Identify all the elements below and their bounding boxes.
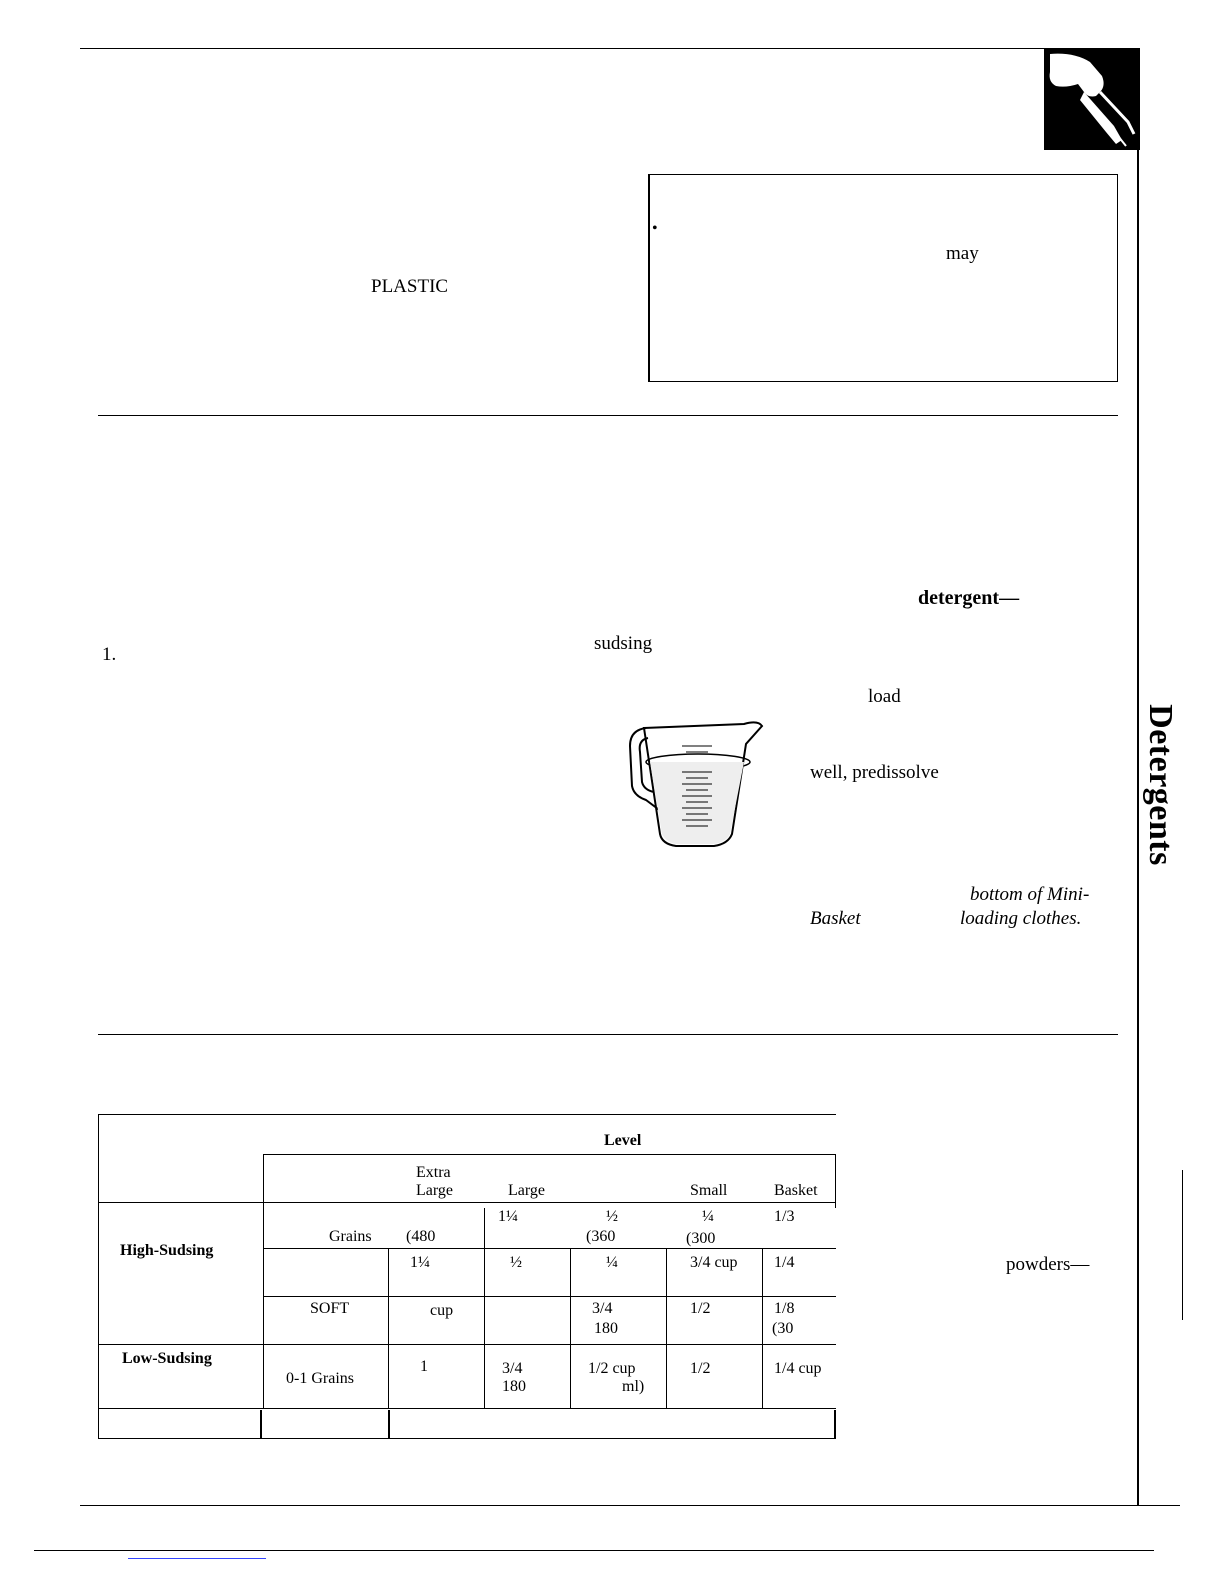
hand-pouring-icon [1044, 48, 1140, 150]
detergent-heading-word: detergent— [918, 587, 1020, 609]
mini-basket-text-3: loading clothes. [960, 908, 1082, 929]
r4-hardness: 0-1 Grains [286, 1370, 354, 1387]
r3-c1: cup [430, 1302, 454, 1319]
r3-hardness: SOFT [310, 1300, 350, 1317]
notice-box [648, 174, 1118, 382]
col-extra-large-2: Large [416, 1182, 454, 1199]
r3-c3b: 180 [594, 1320, 618, 1337]
r1-c2: 1¼ [498, 1208, 518, 1225]
plastic-word: PLASTIC [371, 276, 449, 297]
r2-c3: ¼ [606, 1254, 618, 1271]
side-tab-text: Detergents [1142, 704, 1179, 866]
level-header: Level [604, 1132, 642, 1149]
header-vline [263, 1154, 264, 1208]
col-sep-label-footer [260, 1410, 262, 1438]
r4-c2a: 3/4 [502, 1360, 523, 1377]
r2-sep3 [570, 1248, 571, 1408]
r1-c4b: (300 [686, 1230, 716, 1247]
bottom-rule [80, 1505, 1180, 1506]
table-left-border [98, 1114, 99, 1439]
col-sep-label [263, 1202, 264, 1408]
low-sudsing-label: Low-Sudsing [122, 1350, 212, 1367]
section-divider-2 [98, 1034, 1118, 1035]
r2-sep1 [388, 1248, 389, 1408]
predissolve-text: well, predissolve [810, 762, 939, 783]
r3-c5a: 1/8 [774, 1300, 795, 1317]
r1-c5: 1/3 [774, 1208, 795, 1225]
r1-c4a: ¼ [702, 1208, 714, 1225]
section-divider-1 [98, 415, 1118, 416]
r2-c5: 1/4 [774, 1254, 795, 1271]
step-number: 1. [102, 644, 117, 665]
r2-sep4 [666, 1248, 667, 1408]
r4-c4: 1/2 [690, 1360, 711, 1377]
r4-c3a: 1/2 cup [588, 1360, 636, 1377]
top-rule [80, 48, 1140, 49]
header-bottom-rule [98, 1202, 836, 1203]
r4-c3b: ml) [622, 1378, 645, 1395]
row-group-divider [98, 1344, 836, 1345]
r2-c2: ½ [510, 1254, 522, 1271]
high-sudsing-label: High-Sudsing [120, 1242, 214, 1259]
col-small: Small [690, 1182, 728, 1199]
r1-bottom [263, 1248, 836, 1249]
mini-basket-text-2: Basket [810, 908, 861, 929]
r1-c3b: (360 [586, 1228, 616, 1245]
sudsing-word: sudsing [594, 633, 653, 654]
r3-c5b: (30 [772, 1320, 794, 1337]
r4-c5: 1/4 cup [774, 1360, 822, 1377]
r1-sep [484, 1208, 485, 1248]
col-basket: Basket [774, 1182, 818, 1199]
detergent-amount-table [98, 1114, 836, 1439]
r4-c2b: 180 [502, 1378, 526, 1395]
powders-word: powders— [1006, 1254, 1090, 1275]
footer-rule [34, 1550, 1154, 1551]
notice-bullet: • [652, 220, 658, 237]
col-extra-large-1: Extra [416, 1164, 451, 1181]
header-underline [263, 1154, 836, 1155]
table-bottom-border [98, 1438, 836, 1439]
col-sep-footer-end [834, 1410, 836, 1438]
r3-c4: 1/2 [690, 1300, 711, 1317]
r2-sep5 [762, 1248, 763, 1408]
r2-sep2 [484, 1248, 485, 1408]
load-word: load [868, 686, 901, 707]
col-sep-footer-2 [388, 1410, 390, 1438]
side-tab-label [1138, 700, 1182, 870]
table-top-border [98, 1114, 836, 1115]
notice-word-may: may [946, 243, 979, 264]
header-right-vline [835, 1154, 836, 1208]
r1-c1: (480 [406, 1228, 436, 1245]
r3-c3a: 3/4 [592, 1300, 613, 1317]
mini-basket-text-1: bottom of Mini- [970, 884, 1090, 905]
measuring-cup-icon [624, 716, 768, 850]
r1-c3a: ½ [606, 1208, 618, 1225]
right-note-rule [1182, 1170, 1183, 1320]
r1-hardness: Grains [329, 1228, 372, 1245]
r2-bottom [263, 1296, 836, 1297]
r4-c1: 1 [420, 1358, 428, 1375]
footer-top-rule [98, 1408, 836, 1409]
chapter-tab [1044, 48, 1140, 150]
footer-link-underline[interactable] [128, 1558, 266, 1559]
r2-c1: 1¼ [410, 1254, 430, 1271]
r2-c4: 3/4 cup [690, 1254, 738, 1271]
col-large: Large [508, 1182, 546, 1199]
